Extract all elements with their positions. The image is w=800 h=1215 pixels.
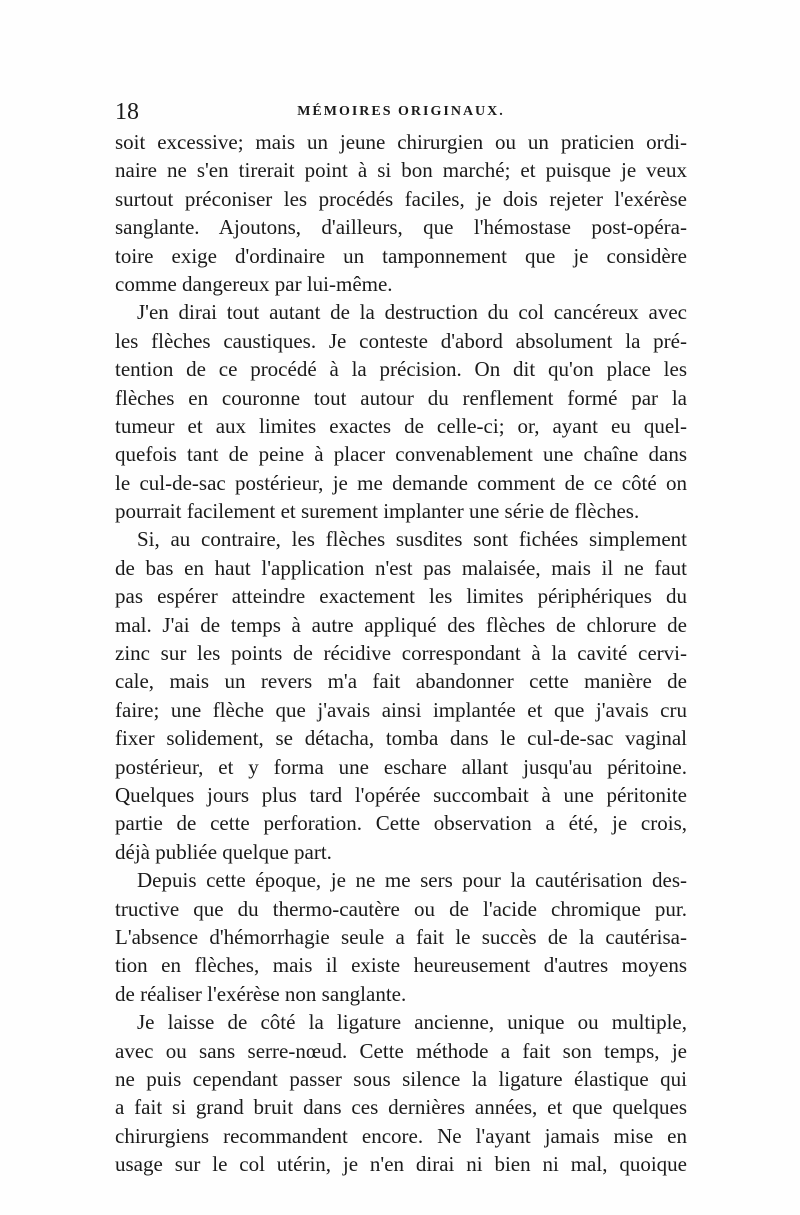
text-line: tumeur et aux limites exactes de celle-ci; or, ayant eu quel- (115, 413, 687, 438)
text-line: fixer solidement, se détacha, tomba dans le cul-de-sac vaginal (115, 726, 687, 751)
body-text (115, 128, 687, 1178)
text-line: les flèches caustiques. Je conteste d'abord absolument la pré- (115, 328, 687, 353)
text-line: partie de cette perforation. Cette observation a été, je crois, (115, 811, 687, 836)
text-line: déjà publiée quelque part. (115, 839, 332, 864)
text-line: sanglante. Ajoutons, d'ailleurs, que l'hémostase post-opéra- (115, 215, 687, 240)
page-header (115, 96, 687, 128)
text-line: a fait si grand bruit dans ces dernières années, et que quelques (115, 1095, 687, 1120)
running-head: MÉMOIRES ORIGINAUX. (297, 104, 505, 119)
text-line: Je laisse de côté la ligature ancienne, unique ou multiple, (137, 1010, 687, 1035)
text-line: zinc sur les points de récidive correspondant à la cavité cervi- (115, 641, 687, 666)
text-line: ne puis cependant passer sous silence la ligature élastique qui (115, 1066, 687, 1091)
text-line: tructive que du thermo-cautère ou de l'acide chromique pur. (115, 896, 687, 921)
text-line: Si, au contraire, les flèches susdites sont fichées simplement (137, 527, 687, 552)
text-line: de réaliser l'exérèse non sanglante. (115, 981, 407, 1006)
page-number: 18 (115, 99, 139, 125)
text-line: avec ou sans serre-nœud. Cette méthode a fait son temps, je (115, 1038, 687, 1063)
paragraph (115, 525, 687, 866)
paragraph (115, 1008, 687, 1178)
text-line: tion en flèches, mais il existe heureusement d'autres moyens (115, 953, 687, 978)
text-line: flèches en couronne tout autour du renflement formé par la (115, 385, 687, 410)
text-line: L'absence d'hémorrhagie seule a fait le succès de la cautérisa- (115, 924, 687, 949)
paragraph (115, 866, 687, 1008)
text-line: de bas en haut l'application n'est pas malaisée, mais il ne faut (115, 555, 687, 580)
text-line: Depuis cette époque, je ne me sers pour la cautérisation des- (137, 868, 687, 893)
text-line: soit excessive; mais un jeune chirurgien ou un praticien ordi- (115, 130, 687, 154)
text-line: toire exige d'ordinaire un tamponnement que je considère (115, 243, 687, 268)
text-line: Quelques jours plus tard l'opérée succombait à une péritonite (115, 782, 687, 807)
text-line: surtout préconiser les procédés faciles, je dois rejeter l'exérèse (115, 186, 687, 211)
text-line: postérieur, et y forma une eschare allant jusqu'au péritoine. (115, 754, 687, 779)
text-line: chirurgiens recommandent encore. Ne l'ayant jamais mise en (115, 1123, 687, 1148)
text-line: tention de ce procédé à la précision. On dit qu'on place les (115, 357, 687, 382)
text-line: usage sur le col utérin, je n'en dirai ni bien ni mal, quoique (115, 1152, 687, 1177)
text-line: le cul-de-sac postérieur, je me demande comment de ce côté on (115, 470, 687, 495)
text-line: quefois tant de peine à placer convenablement une chaîne dans (115, 442, 687, 467)
text-line: cale, mais un revers m'a fait abandonner cette manière de (115, 669, 687, 694)
paragraph (115, 128, 687, 298)
text-line: mal. J'ai de temps à autre appliqué des flèches de chlorure de (115, 612, 687, 637)
text-line: J'en dirai tout autant de la destruction du col cancéreux avec (137, 300, 687, 325)
text-line: pourrait facilement et surement implanter une série de flèches. (115, 499, 640, 524)
text-line: naire ne s'en tirerait point à si bon marché; et puisque je veux (115, 158, 687, 183)
text-line: faire; une flèche que j'avais ainsi implantée et que j'avais cru (115, 697, 687, 722)
text-line: pas espérer atteindre exactement les limites périphériques du (115, 584, 687, 609)
paragraph (115, 298, 687, 525)
text-line: comme dangereux par lui-même. (115, 271, 393, 296)
